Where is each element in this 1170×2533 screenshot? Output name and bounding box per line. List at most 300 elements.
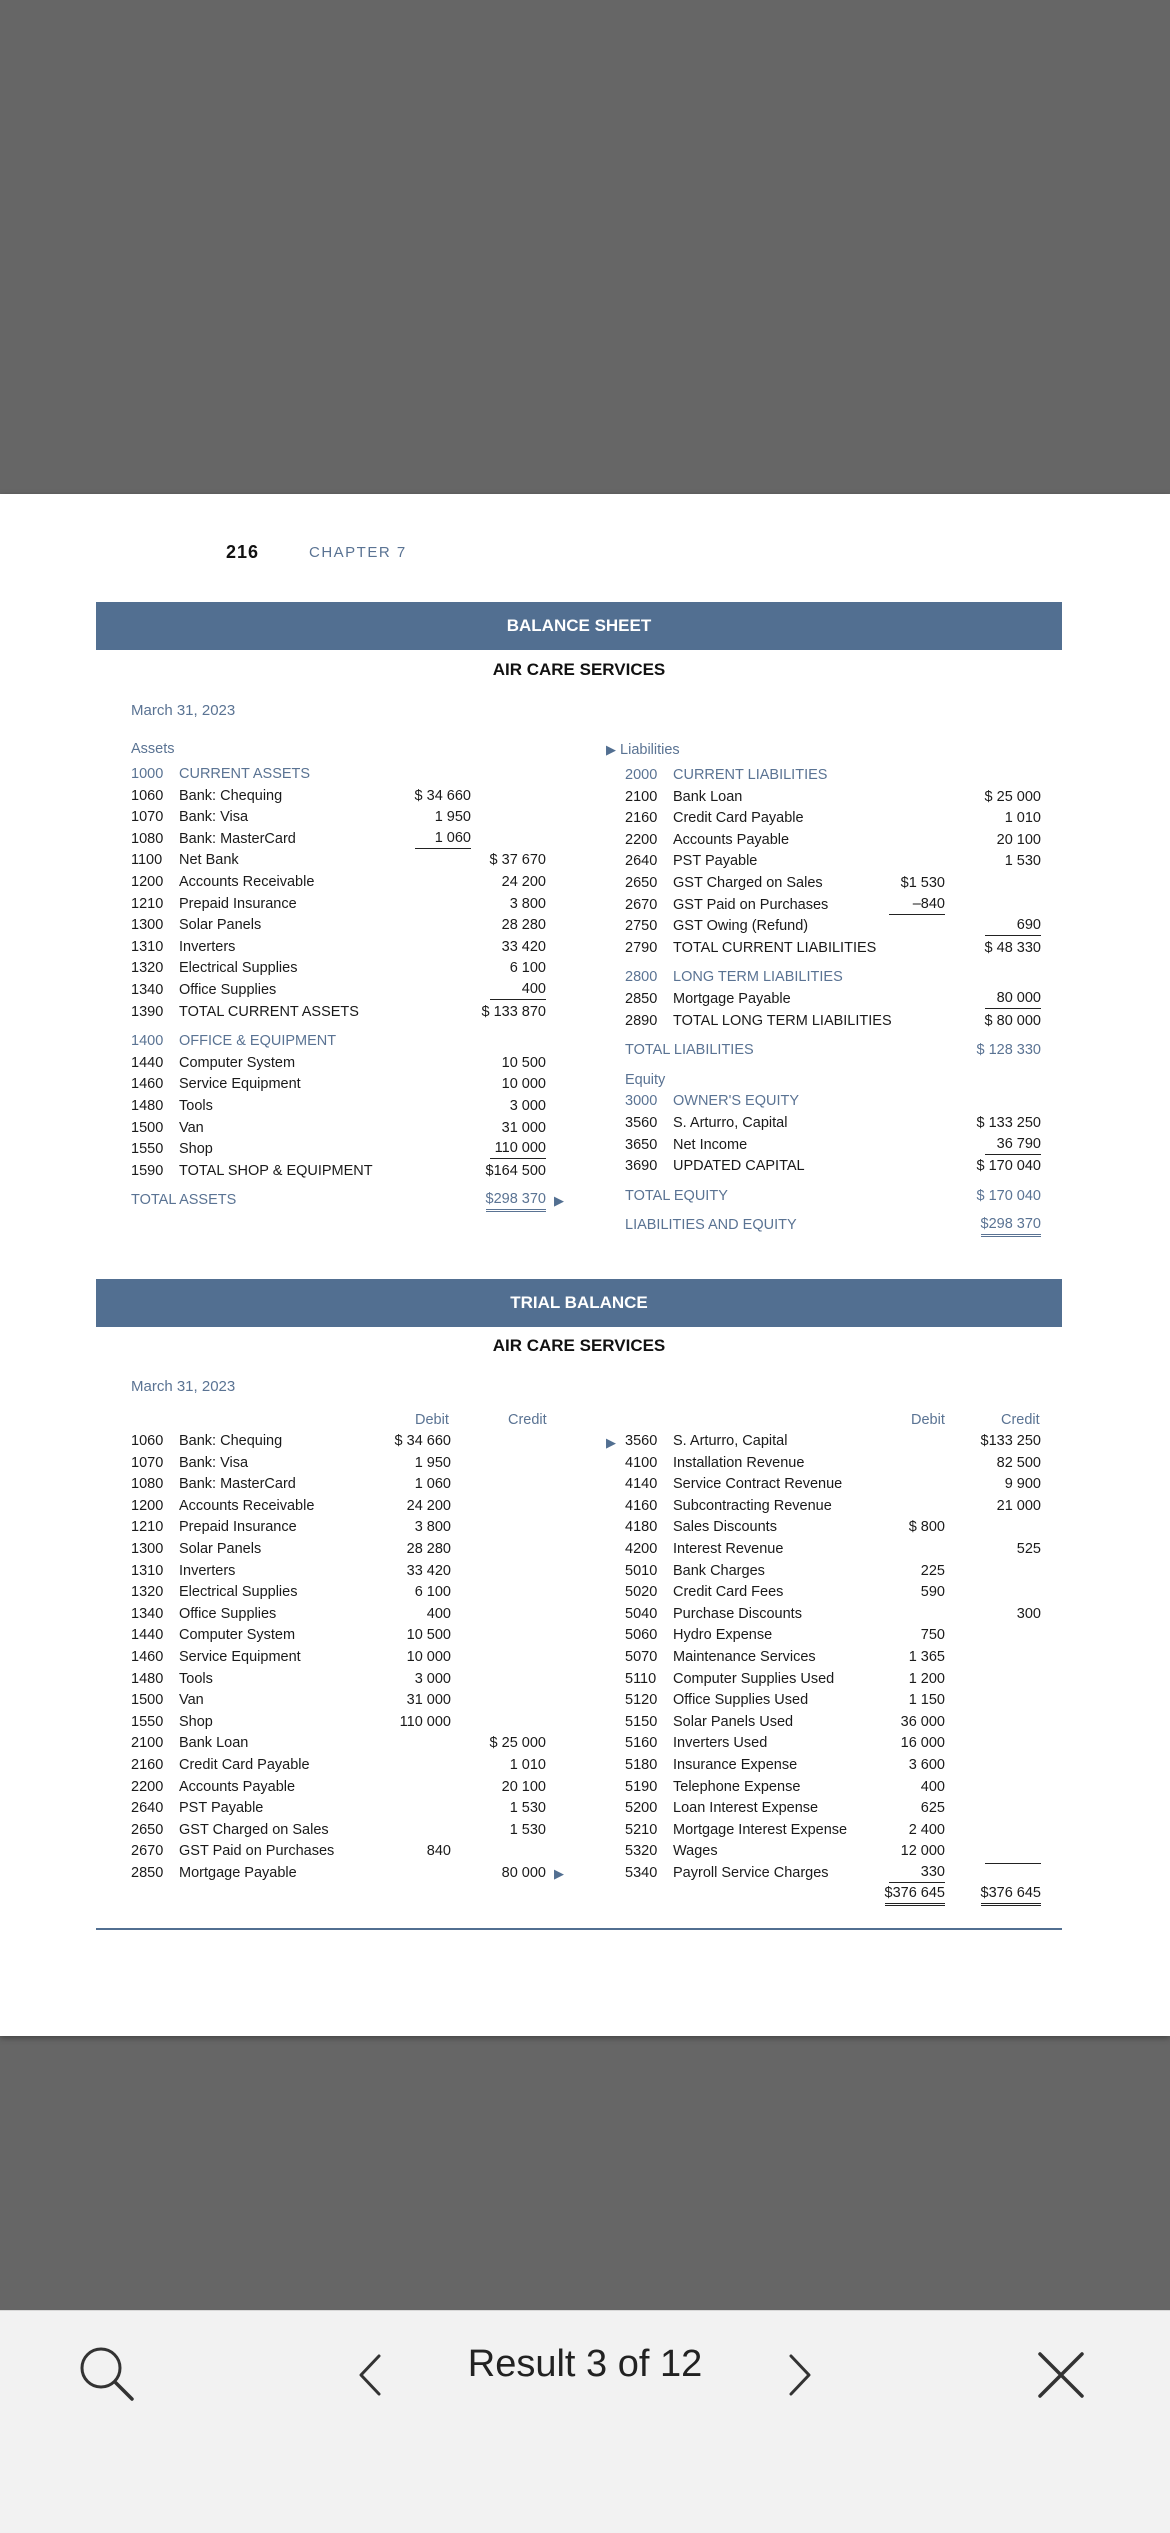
amount-column-1: $ 34 660 [414,787,471,804]
table-row [131,1496,571,1518]
account-name: Bank Loan [673,788,743,805]
account-code: 2160 [625,810,658,827]
account-name: Credit Card Payable [179,1756,310,1773]
table-row [131,1647,571,1669]
account-name: Bank: Chequing [179,1433,283,1449]
account-name: Service Equipment [179,1076,301,1093]
table-row [625,989,1041,1011]
account-code: 1440 [131,1054,164,1071]
account-code: 2790 [625,939,658,956]
account-name: S. Arturro, Capital [673,1433,788,1449]
assets-header: Assets [131,741,175,757]
table-row [625,1496,1041,1518]
account-name: Shop [179,1713,213,1730]
row-spacer [625,1178,1041,1186]
table-row [625,1215,1041,1237]
arrow-right-icon: ▶ [554,1865,564,1881]
account-name: Installation Revenue [673,1454,805,1471]
account-code: 3560 [625,1114,658,1131]
account-code: 5010 [625,1562,658,1579]
table-row [625,1113,1041,1135]
account-name: Inverters [179,1562,236,1579]
table-row [131,807,571,829]
account-name: GST Paid on Purchases [673,896,829,913]
amount-column-2: 21 000 [996,1497,1041,1514]
table-row [131,1841,571,1863]
table-row [131,1798,571,1820]
amount-column-2: $376 645 [981,1884,1041,1906]
close-search-button[interactable] [1030,2344,1092,2406]
account-code: 3650 [625,1136,658,1153]
amount-column-2: 3 000 [509,1097,546,1114]
account-code: 2650 [625,874,658,891]
amount-column-1: $1 530 [900,874,945,891]
table-row [625,1431,1041,1453]
table-row [131,1002,571,1024]
account-name: GST Paid on Purchases [179,1843,335,1860]
trial-balance-company: AIR CARE SERVICES [492,1336,666,1355]
amount-column-2: 1 530 [1004,853,1041,870]
table-row [625,895,1041,917]
account-code: 1550 [131,1141,164,1158]
account-code: 5110 [625,1670,657,1687]
account-code: 5060 [625,1627,658,1644]
account-name: Bank: Visa [179,809,249,826]
account-code: 2670 [625,896,658,913]
amount-column-2: 28 280 [501,917,546,934]
table-row [625,1517,1041,1539]
amount-column-2: 690 [985,916,1041,936]
trial-balance-right-table [625,1431,1041,1906]
tb-right-debit-header: Debit [911,1412,945,1428]
tb-left-credit-header: Credit [508,1412,547,1428]
amount-column-1: 3 600 [908,1756,945,1773]
account-code: 1390 [131,1003,164,1020]
amount-column-1: 750 [920,1627,945,1644]
table-row [131,937,571,959]
account-name: Prepaid Insurance [179,895,297,912]
account-name: TOTAL SHOP & EQUIPMENT [179,1162,373,1179]
account-name: TOTAL CURRENT LIABILITIES [673,939,877,956]
amount-column-2: 525 [1016,1540,1041,1557]
account-name: Accounts Payable [673,831,790,848]
amount-column-2: $ 37 670 [489,852,546,869]
account-name: Payroll Service Charges [673,1864,829,1881]
table-row [625,1884,1041,1906]
amount-column-2: 24 200 [501,873,546,890]
account-name: Equity [625,1071,666,1088]
account-code: 1310 [131,938,164,955]
account-code: 5020 [625,1584,658,1601]
trial-balance-left-table [131,1431,571,1884]
account-code: 1310 [131,1562,164,1579]
table-row [131,1561,571,1583]
tb-right-credit-header: Credit [1001,1412,1040,1428]
account-code: 2000 [625,767,658,783]
account-name: Solar Panels [179,1540,262,1557]
account-name: Inverters [179,938,236,955]
account-code: 4160 [625,1497,658,1514]
account-name: Computer System [179,1627,296,1644]
account-code: 1440 [131,1627,164,1644]
table-row [131,1161,571,1183]
amount-column-2: 300 [1016,1605,1041,1622]
account-name: Maintenance Services [673,1648,816,1665]
table-row [625,787,1041,809]
account-code: 1300 [131,917,164,934]
account-name: Solar Panels Used [673,1713,794,1730]
amount-column-1: 1 060 [414,1476,451,1493]
account-name: Telephone Expense [673,1778,801,1795]
table-row [625,1474,1041,1496]
account-name: UPDATED CAPITAL [673,1158,805,1175]
account-name: Electrical Supplies [179,960,298,977]
table-row [131,1053,571,1075]
table-row [625,873,1041,895]
account-name: PST Payable [179,1800,264,1817]
amount-column-1: $ 34 660 [394,1433,451,1449]
next-result-button[interactable] [775,2345,825,2405]
amount-column-2: $ 133 870 [481,1003,546,1020]
account-name: Computer Supplies Used [673,1670,835,1687]
amount-column-2: $ 133 250 [976,1114,1041,1131]
account-code: 5320 [625,1843,658,1860]
account-name: Shop [179,1141,213,1158]
account-name: Bank: Chequing [179,787,283,804]
account-code: 2640 [625,853,658,870]
amount-column-1: 2 400 [908,1821,945,1838]
table-row [625,1863,1041,1885]
account-name: Loan Interest Expense [673,1800,819,1817]
account-name: GST Owing (Refund) [673,918,809,935]
account-name: OFFICE & EQUIPMENT [179,1033,337,1050]
account-code: 2800 [625,969,658,986]
account-code: 1320 [131,1584,164,1601]
account-name: Net Income [673,1136,748,1153]
table-row [131,850,571,872]
account-name: Wages [673,1843,718,1860]
account-code: 1460 [131,1076,164,1093]
table-row [625,1604,1041,1626]
table-row [625,967,1041,989]
account-code: 3690 [625,1158,658,1175]
account-name: Credit Card Fees [673,1584,784,1601]
account-code: 1070 [131,809,164,826]
table-row [131,786,571,808]
amount-column-1: 33 420 [406,1562,451,1579]
account-name: Subcontracting Revenue [673,1497,832,1514]
account-name: Mortgage Payable [673,990,791,1007]
table-row [131,1820,571,1842]
table-row [625,1733,1041,1755]
amount-column-2: 110 000 [490,1139,546,1159]
account-name: PST Payable [673,853,758,870]
account-code: 2750 [625,918,658,935]
account-code: 2640 [131,1800,164,1817]
account-code: 1320 [131,960,164,977]
amount-column-1: 400 [426,1605,451,1622]
amount-column-2: 1 530 [509,1821,546,1838]
account-name: CURRENT LIABILITIES [673,767,828,783]
amount-column-1: 1 200 [908,1670,945,1687]
account-name: Electrical Supplies [179,1584,298,1601]
table-row [625,1690,1041,1712]
account-name: CURRENT ASSETS [179,766,311,782]
amount-column-1: 3 000 [414,1670,451,1687]
table-row [131,980,571,1002]
table-row [131,1604,571,1626]
account-code: 1500 [131,1692,164,1709]
account-code: 2850 [625,990,658,1007]
amount-column-2: $ 48 330 [984,939,1041,956]
amount-column-2: 1 530 [509,1800,546,1817]
amount-column-1: 1 950 [434,809,471,826]
table-row [131,958,571,980]
table-row [625,830,1041,852]
balance-sheet-date: March 31, 2023 [131,702,236,719]
amount-column-1: 24 200 [406,1497,451,1514]
table-row [625,1625,1041,1647]
account-name: Office Supplies [179,981,277,998]
amount-column-2: 10 000 [501,1076,546,1093]
amount-column-2: 82 500 [996,1454,1041,1471]
amount-column-2: 400 [490,980,546,1000]
account-name: Bank: Visa [179,1454,249,1471]
account-name: Van [179,1692,204,1709]
amount-column-1: 3 800 [414,1519,451,1536]
amount-column-2: 31 000 [501,1119,546,1136]
account-name: Bank Charges [673,1562,765,1579]
amount-column-2: $ 170 040 [976,1187,1041,1204]
table-row [625,1186,1041,1208]
amount-column-2 [985,1863,1041,1864]
account-name: Interest Revenue [673,1540,784,1557]
amount-column-1: 625 [920,1800,945,1817]
amount-column-1: 31 000 [406,1692,451,1709]
account-code: 1070 [131,1454,164,1471]
trial-balance-banner: TRIAL BALANCE [96,1279,1062,1327]
table-row [131,1474,571,1496]
table-row [625,1091,1041,1113]
account-name: Bank Loan [179,1735,249,1752]
amount-column-2: 9 900 [1004,1476,1041,1493]
table-row [131,829,571,851]
table-row [625,1712,1041,1734]
account-code: 1460 [131,1648,164,1665]
table-row [131,1582,571,1604]
account-code: 5040 [625,1605,658,1622]
account-name: TOTAL LONG TERM LIABILITIES [673,1012,892,1029]
account-code: 4180 [625,1519,658,1536]
arrow-right-icon: ▶ [606,742,616,757]
account-code: 1340 [131,981,164,998]
table-row [131,1431,571,1453]
search-results-bar [0,2310,1170,2533]
amount-column-1: 10 500 [406,1627,451,1644]
table-row [625,1647,1041,1669]
account-code: 2100 [625,788,658,805]
table-row [131,1863,571,1885]
amount-column-2: $298 370 [486,1190,546,1212]
table-row [625,1841,1041,1863]
document-page [0,494,1170,2036]
amount-column-2: $ 128 330 [976,1042,1041,1059]
amount-column-1: 12 000 [900,1843,945,1860]
table-row [625,1777,1041,1799]
row-spacer [625,959,1041,967]
table-row [625,1539,1041,1561]
amount-column-1: $376 645 [885,1884,945,1906]
account-code: 1080 [131,1476,164,1493]
account-name: Bank: MasterCard [179,1476,296,1493]
account-name: Solar Panels [179,917,262,934]
table-row [131,764,571,786]
account-name: Credit Card Payable [673,810,804,827]
account-code: 5120 [625,1692,658,1709]
table-row [625,1669,1041,1691]
amount-column-2: $298 370 [981,1215,1041,1237]
account-code: 1210 [131,895,164,912]
amount-column-2: 33 420 [501,938,546,955]
table-row [625,1040,1041,1062]
assets-table [131,764,571,1212]
account-name: Bank: MasterCard [179,830,296,847]
account-code: 5340 [625,1864,658,1881]
table-row [625,1820,1041,1842]
account-code: 1500 [131,1119,164,1136]
account-name: Computer System [179,1054,296,1071]
account-code: 1300 [131,1540,164,1557]
amount-column-2: $133 250 [980,1433,1041,1449]
account-code: 5180 [625,1756,658,1773]
table-row [625,1453,1041,1475]
account-code: 3560 [625,1433,658,1449]
amount-column-2: $ 80 000 [984,1012,1041,1029]
table-row [131,872,571,894]
amount-column-2: 36 790 [985,1135,1041,1155]
account-name: TOTAL LIABILITIES [625,1042,754,1059]
account-code: 2650 [131,1821,164,1838]
search-button[interactable] [72,2339,142,2409]
account-code: 4200 [625,1540,658,1557]
account-name: Net Bank [179,852,239,869]
row-spacer [131,1182,571,1190]
amount-column-2: 3 800 [509,895,546,912]
account-name: Sales Discounts [673,1519,777,1536]
balance-sheet-banner: BALANCE SHEET [96,602,1062,650]
account-code: 2890 [625,1012,658,1029]
table-row [625,1798,1041,1820]
table-row [625,1561,1041,1583]
amount-column-2: 20 100 [501,1778,546,1795]
table-row [131,1453,571,1475]
amount-column-2: 10 500 [501,1054,546,1071]
table-row [131,915,571,937]
account-name: S. Arturro, Capital [673,1114,788,1131]
table-row [131,1190,571,1212]
account-code: 1480 [131,1097,164,1114]
account-name: Tools [179,1097,213,1114]
amount-column-2: 80 000 [501,1864,546,1881]
account-name: Service Equipment [179,1648,301,1665]
account-name: TOTAL EQUITY [625,1187,728,1204]
account-code: 2100 [131,1735,164,1752]
table-row [131,1118,571,1140]
account-name: OWNER'S EQUITY [673,1093,800,1110]
amount-column-1: –840 [889,895,945,915]
account-name: Mortgage Interest Expense [673,1821,848,1838]
account-name: LIABILITIES AND EQUITY [625,1217,797,1234]
account-code: 2850 [131,1864,164,1881]
arrow-right-icon: ▶ [554,1193,564,1209]
amount-column-1: $ 800 [908,1519,945,1536]
table-row [625,1582,1041,1604]
table-row [625,851,1041,873]
amount-column-2: 80 000 [985,989,1041,1009]
table-row [131,1733,571,1755]
table-row [131,1096,571,1118]
table-row [625,1156,1041,1178]
amount-column-1: 1 060 [415,829,471,849]
bottom-rule [96,1928,1062,1930]
amount-column-1: 225 [920,1562,945,1579]
account-name: Office Supplies Used [673,1692,809,1709]
amount-column-1: 840 [426,1843,451,1860]
amount-column-1: 110 000 [399,1713,451,1730]
table-row [131,1755,571,1777]
page-number: 216 [226,542,260,562]
table-row [625,938,1041,960]
amount-column-1: 590 [920,1584,945,1601]
table-row [625,808,1041,830]
account-name: TOTAL CURRENT ASSETS [179,1003,359,1020]
account-name: LONG TERM LIABILITIES [673,969,843,986]
account-code: 1590 [131,1162,164,1179]
account-name: Mortgage Payable [179,1864,297,1881]
account-name: Inverters Used [673,1735,768,1752]
chapter-label: CHAPTER 7 [309,544,407,561]
account-name: Purchase Discounts [673,1605,802,1622]
amount-column-1: 28 280 [406,1540,451,1557]
account-code: 1400 [131,1033,164,1050]
table-row [625,1070,1041,1092]
account-code: 4140 [625,1476,658,1493]
amount-column-1: 1 150 [908,1692,945,1709]
amount-column-2: $164 500 [485,1162,546,1179]
table-row [131,1074,571,1096]
account-code: 1000 [131,766,164,782]
chevron-right-icon [787,2353,813,2397]
amount-column-2: 1 010 [509,1756,546,1773]
account-code: 1200 [131,1497,164,1514]
account-name: Tools [179,1670,213,1687]
account-code: 5160 [625,1735,658,1752]
account-code: 5190 [625,1778,658,1795]
balance-sheet-company: AIR CARE SERVICES [492,660,666,679]
table-row [625,765,1041,787]
amount-column-1: 10 000 [406,1648,451,1665]
table-row [131,1690,571,1712]
account-code: 3000 [625,1093,658,1110]
table-row [131,1625,571,1647]
account-name: Van [179,1119,204,1136]
table-row [625,1011,1041,1033]
close-icon [1036,2350,1086,2400]
account-code: 1060 [131,1433,164,1449]
liabilities-header-label: Liabilities [620,742,680,758]
account-name: Accounts Receivable [179,873,315,890]
account-name: Service Contract Revenue [673,1476,843,1493]
